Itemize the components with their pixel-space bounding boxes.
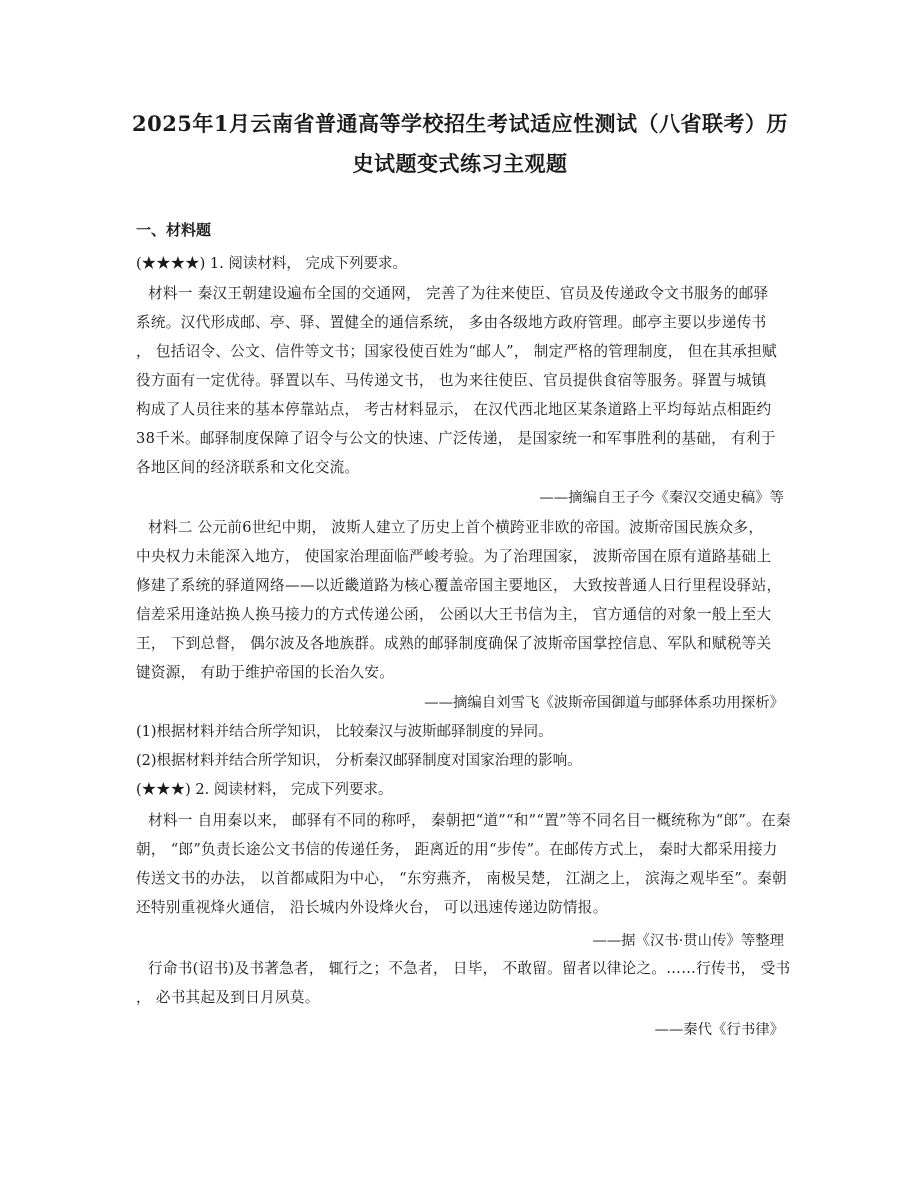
q1-material-2 xyxy=(136,513,786,687)
title-line-1: 2025年1月云南省普通高等学校招生考试适应性测试（八省联考）历 xyxy=(131,111,789,136)
q1-m1-line: 材料一 秦汉王朝建设遍布全国的交通网， 完善了为往来使臣、官员及传递政令文书服务的邮驿 xyxy=(148,285,769,302)
q1-m1-line: ， 包括诏令、公文、信件等文书；国家役使百姓为“邮人”， 制定严格的管理制度， 但在其承担赋 xyxy=(136,343,777,360)
q2-m2-line: 行命书(诏书)及书著急者， 辄行之；不急者， 日毕， 不敢留。留者以律论之。……行传书， 受书 xyxy=(148,960,791,977)
q1-subquestion-1: (1)根据材料并结合所学知识， 比较秦汉与波斯邮驿制度的异同。 xyxy=(136,724,553,740)
q2-m1-line: 传送文书的办法， 以首都咸阳为中心， “东穷燕齐， 南极吴楚， 江湖之上， 滨海之观毕至”。秦朝 xyxy=(136,870,787,887)
q1-m2-line: 键资源， 有助于维护帝国的长治久安。 xyxy=(136,664,395,681)
q1-m1-line: 系统。汉代形成邮、亭、驿、置健全的通信系统， 多由各级地方政府管理。邮亭主要以步递传书 xyxy=(136,314,767,331)
q2-m2-line: ， 必书其起及到日月夙莫。 xyxy=(136,989,320,1006)
page-title xyxy=(120,104,800,184)
q1-subquestion-2: (2)根据材料并结合所学知识， 分析秦汉邮驿制度对国家治理的影响。 xyxy=(136,753,582,769)
q1-m2-line: 信差采用逢站换人换马接力的方式传递公函， 公函以大王书信为主， 官方通信的对象一般上至大 xyxy=(136,606,772,623)
title-line-2: 史试题变式练习主观题 xyxy=(352,151,568,176)
q2-header: (★★★) 2. 阅读材料， 完成下列要求。 xyxy=(136,782,393,798)
q1-header: (★★★★) 1. 阅读材料， 完成下列要求。 xyxy=(136,256,407,272)
q2-m1-line: 朝， “郎”负责长途公文书信的传递任务， 距离近的用“步传”。在邮传方式上， 秦时大都采用接力 xyxy=(136,841,778,858)
q1-m1-line: 役方面有一定优待。驿置以车、马传递文书， 也为来往使臣、官员提供食宿等服务。驿置与城镇 xyxy=(136,372,767,389)
q2-material-2 xyxy=(136,954,791,1012)
q1-m2-line: 中央权力未能深入地方， 使国家治理面临严峻考验。为了治理国家， 波斯帝国在原有道路基础上 xyxy=(136,548,772,565)
section-heading: 一、材料题 xyxy=(136,221,212,239)
q1-m1-line: 构成了人员往来的基本停靠站点， 考古材料显示， 在汉代西北地区某条道路上平均每站点相距约 xyxy=(136,401,772,418)
q1-material-1 xyxy=(136,279,786,482)
q1-m2-line: 王， 下到总督， 偶尔波及各地族群。成熟的邮驿制度确保了波斯帝国掌控信息、军队和赋税等关 xyxy=(136,635,772,652)
q1-m2-source: ——摘编自刘雪飞《波斯帝国御道与邮驿体系功用探析》 xyxy=(424,695,784,711)
q1-m2-line: 修建了系统的驿道网络——以近畿道路为核心覆盖帝国主要地区， 大致按普通人日行里程设驿站， xyxy=(136,577,782,594)
q1-m1-line: 各地区间的经济联系和文化交流。 xyxy=(136,459,360,476)
q1-m1-line: 38千米。邮驿制度保障了诏令与公文的快速、广泛传递， 是国家统一和军事胜利的基础， 有利于 xyxy=(136,430,776,447)
q2-m1-line: 还特别重视烽火通信， 沿长城内外设烽火台， 可以迅速传递边防情报。 xyxy=(136,899,608,916)
q2-m2-source: ——秦代《行书律》 xyxy=(654,1022,784,1038)
q2-m1-source: ——据《汉书·贯山传》等整理 xyxy=(592,933,784,949)
q1-m1-source: ——摘编自王子今《秦汉交通史稿》等 xyxy=(539,490,784,506)
q1-m2-line: 材料二 公元前6世纪中期， 波斯人建立了历史上首个横跨亚非欧的帝国。波斯帝国民族众多， xyxy=(148,519,764,536)
q2-material-1 xyxy=(136,806,791,922)
q2-m1-line: 材料一 自用秦以来， 邮驿有不同的称呼， 秦朝把“道”“和”“置”等不同名目一概统称为“郎”。在秦 xyxy=(148,812,791,829)
